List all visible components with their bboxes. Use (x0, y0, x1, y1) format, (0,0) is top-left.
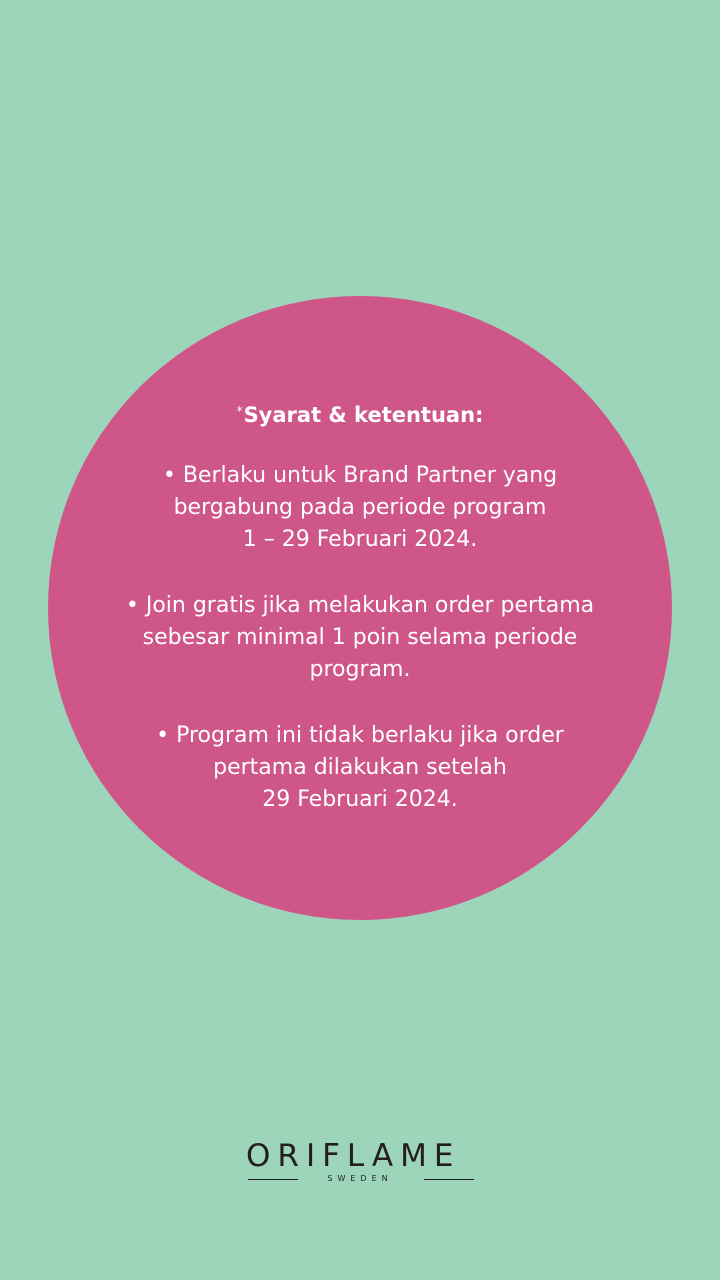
terms-circle (48, 296, 672, 920)
terms-title-text: Syarat & ketentuan: (243, 403, 484, 427)
logo-subline (246, 1174, 474, 1184)
term-line: pertama dilakukan setelah (213, 755, 507, 780)
term-line: bergabung pada periode program (173, 495, 547, 520)
logo-wordmark: ORIFLAME (246, 1138, 461, 1174)
logo-divider-right (424, 1179, 474, 1180)
term-line: • Berlaku untuk Brand Partner yang (162, 463, 558, 488)
logo-subtitle: SWEDEN (327, 1174, 393, 1183)
term-line: • Program ini tidak berlaku jika order (156, 723, 564, 748)
term-line: program. (309, 657, 411, 682)
term-item-2 (126, 590, 594, 686)
oriflame-logo (246, 1138, 474, 1184)
term-item-3 (156, 720, 564, 816)
term-line: • Join gratis jika melakukan order pertama (125, 593, 595, 618)
terms-title (237, 400, 484, 430)
term-line: 29 Februari 2024. (262, 787, 458, 812)
logo-divider-left (248, 1179, 298, 1180)
term-line: sebesar minimal 1 poin selama periode (142, 625, 578, 650)
term-line: 1 – 29 Februari 2024. (242, 527, 478, 552)
term-item-1 (163, 460, 557, 556)
asterisk-mark: * (236, 404, 243, 418)
